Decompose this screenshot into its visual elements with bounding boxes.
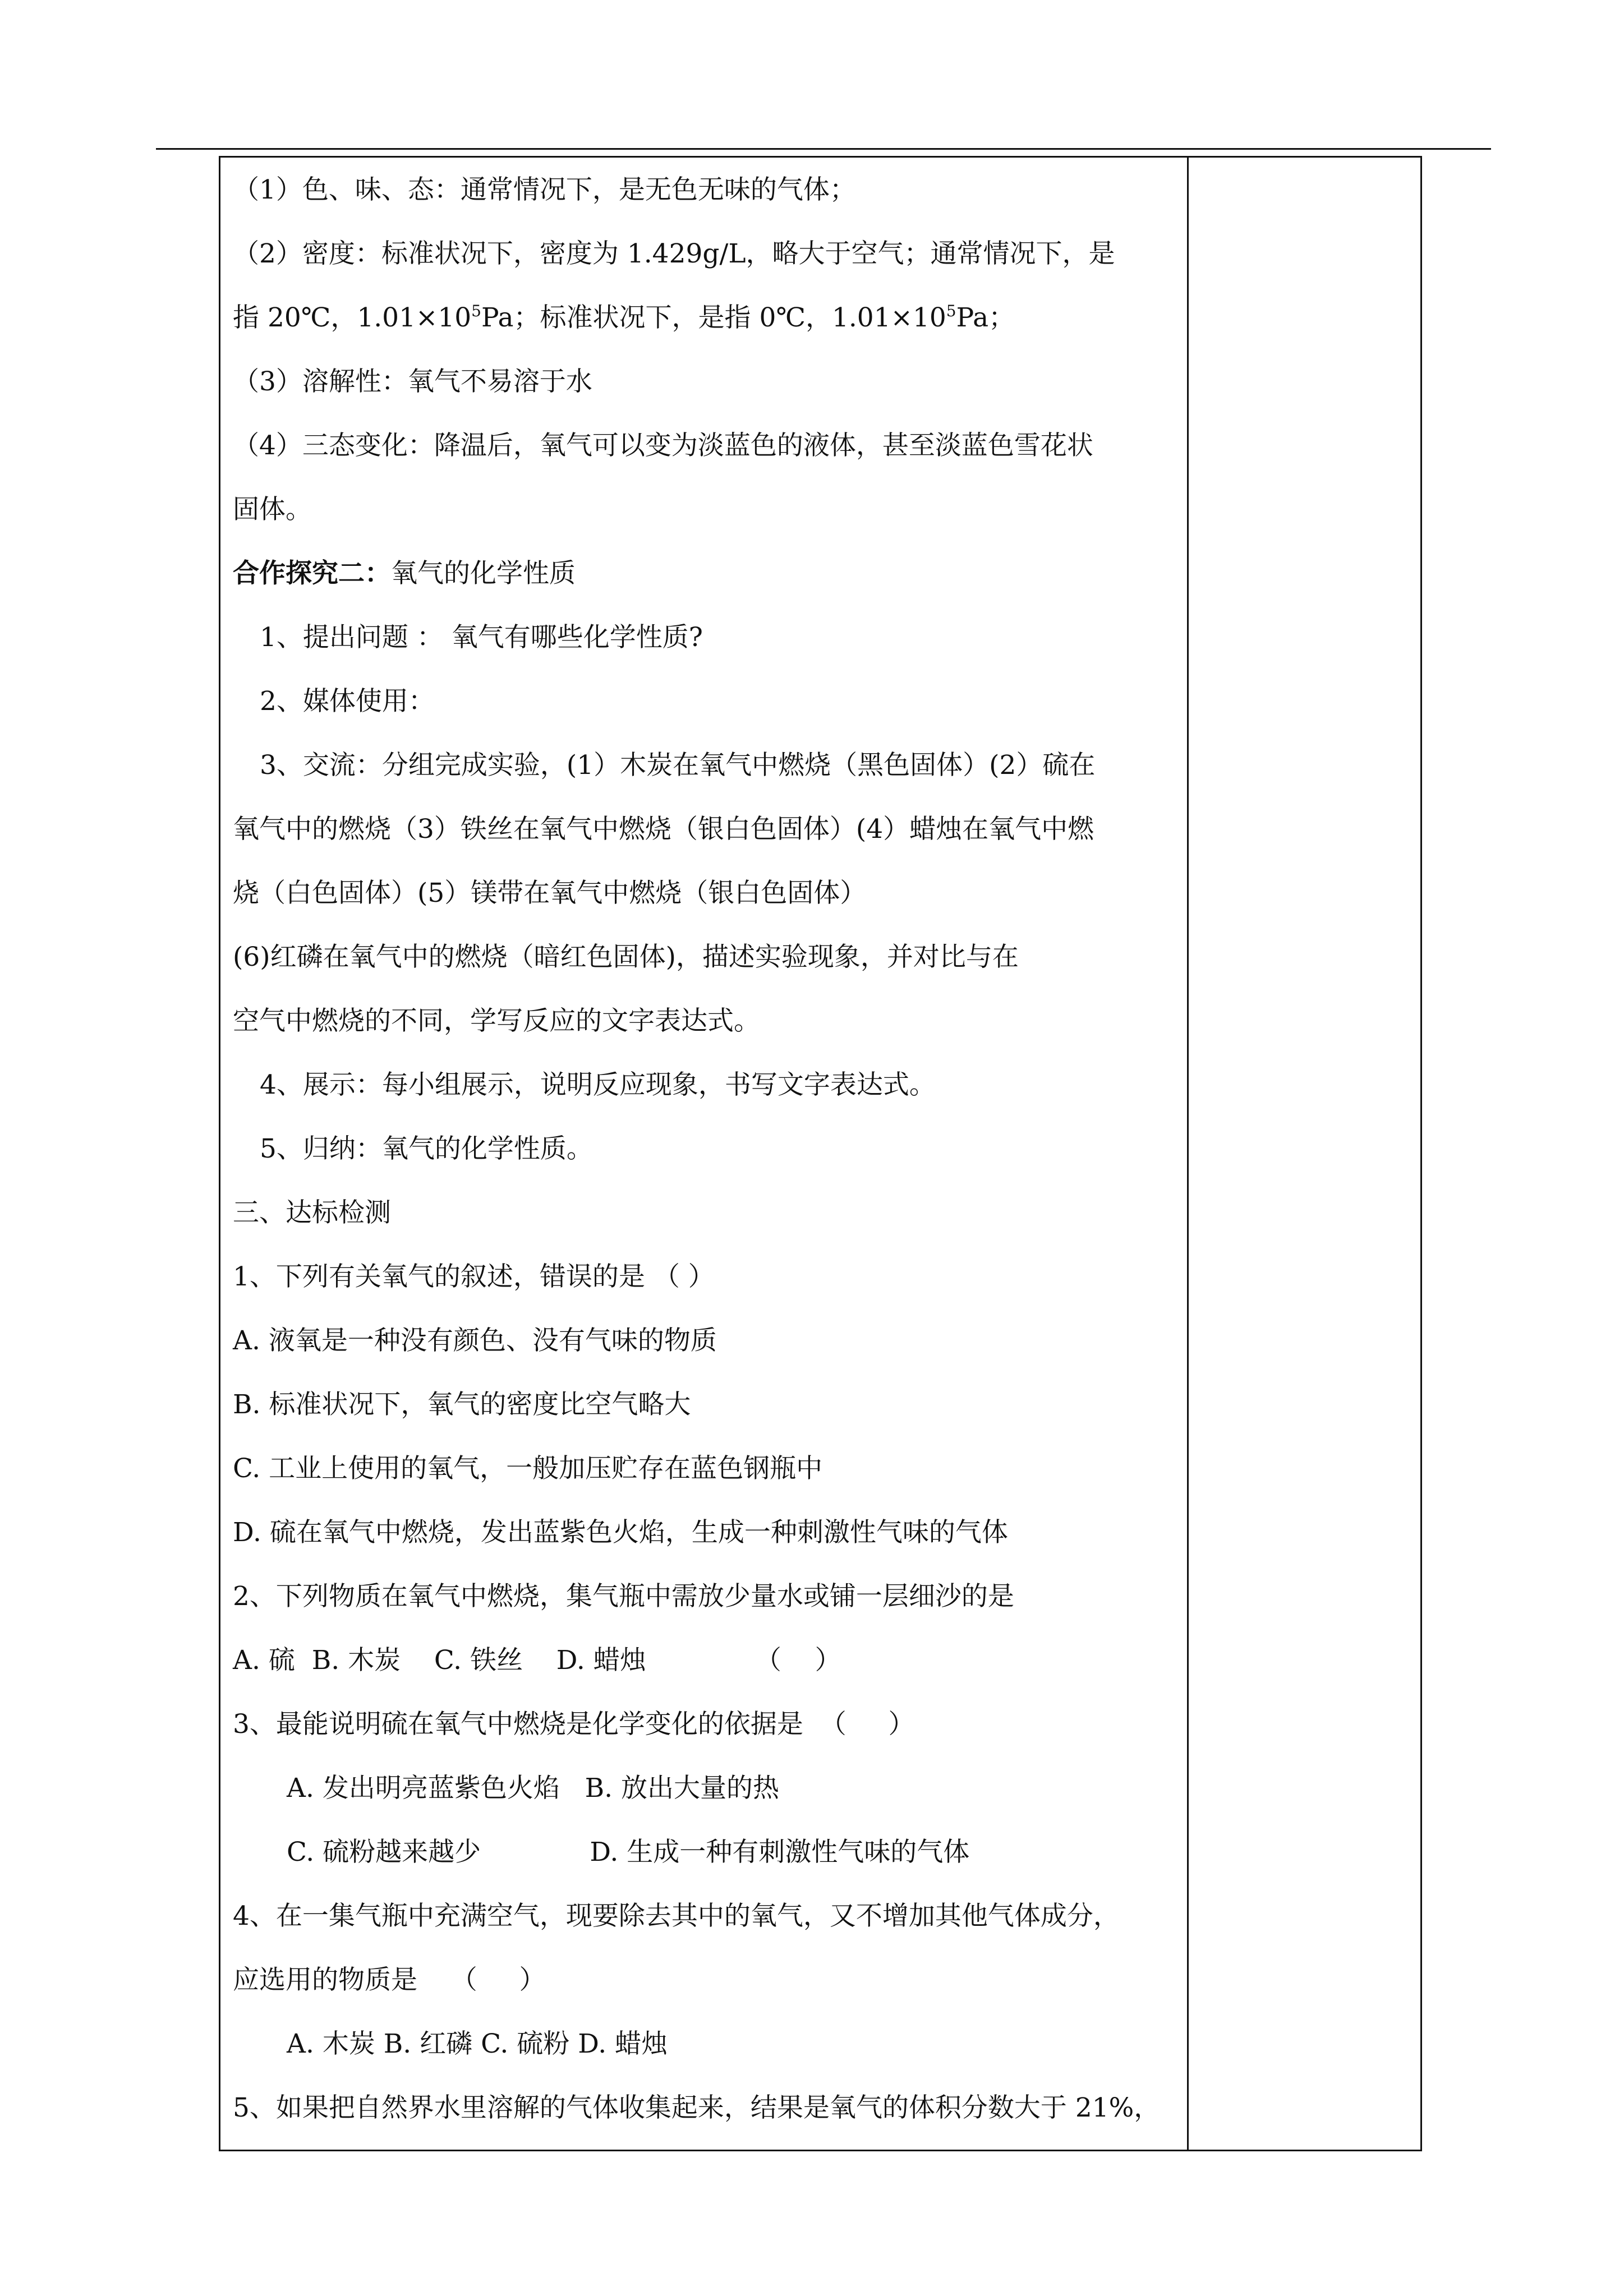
text-span: Pa；标准状况下，是指 0℃，1.01×10 — [481, 302, 946, 333]
header-rule — [156, 148, 1491, 150]
text-line: 4、展示：每小组展示，说明反应现象，书写文字表达式。 — [260, 1069, 936, 1100]
option: B. 标准状况下，氧气的密度比空气略大 — [233, 1389, 691, 1420]
text-line: 烧（白色固体）(5）镁带在氧气中燃烧（银白色固体） — [233, 878, 867, 909]
text-line — [233, 301, 1015, 335]
question: 1、下列有关氧气的叙述，错误的是 （ ） — [233, 1261, 715, 1292]
options-row: A. 硫 B. 木炭 C. 铁丝 D. 蜡烛 （ ） — [233, 1645, 841, 1676]
option: A. 液氧是一种没有颜色、没有气味的物质 — [233, 1325, 717, 1356]
question: 3、最能说明硫在氧气中燃烧是化学变化的依据是 （ ） — [233, 1709, 915, 1740]
option: D. 硫在氧气中燃烧，发出蓝紫色火焰，生成一种刺激性气味的气体 — [233, 1517, 1008, 1548]
text-line: 空气中燃烧的不同，学写反应的文字表达式。 — [233, 1006, 760, 1036]
options-row: A. 发出明亮蓝紫色火焰 B. 放出大量的热 — [287, 1773, 780, 1804]
options-row: C. 硫粉越来越少 D. 生成一种有刺激性气味的气体 — [287, 1837, 970, 1868]
text-line: 2、媒体使用： — [260, 686, 435, 717]
heading-bold: 合作探究二： — [233, 558, 391, 589]
text-line: 3、交流：分组完成实验，(1）木炭在氧气中燃烧（黑色固体）(2）硫在 — [260, 750, 1096, 781]
question: 应选用的物质是 （ ） — [233, 1965, 546, 1995]
section-heading: 三、达标检测 — [233, 1197, 391, 1228]
text-line: （2）密度：标准状况下，密度为 1.429g/L，略大于空气；通常情况下，是 — [233, 238, 1115, 269]
text-line: (6)红磷在氧气中的燃烧（暗红色固体)，描述实验现象，并对比与在 — [233, 942, 1019, 972]
options-row: A. 木炭 B. 红磷 C. 硫粉 D. 蜡烛 — [287, 2028, 668, 2059]
text-line: （1）色、味、态：通常情况下，是无色无味的气体； — [233, 174, 856, 205]
text-line: （4）三态变化：降温后，氧气可以变为淡蓝色的液体，甚至淡蓝色雪花状 — [233, 430, 1093, 461]
heading-text: 氧气的化学性质 — [391, 558, 576, 589]
option: C. 工业上使用的氧气，一般加压贮存在蓝色钢瓶中 — [233, 1453, 823, 1484]
superscript: 5 — [946, 302, 956, 320]
text-span: Pa； — [956, 302, 1015, 333]
question: 5、如果把自然界水里溶解的气体收集起来，结果是氧气的体积分数大于 21%， — [233, 2092, 1161, 2123]
question: 4、在一集气瓶中充满空气，现要除去其中的氧气，又不增加其他气体成分， — [233, 1901, 1120, 1931]
text-span: 指 20℃，1.01×10 — [233, 302, 472, 333]
section-heading — [233, 557, 576, 591]
superscript: 5 — [471, 302, 481, 320]
text-line: 氧气中的燃烧（3）铁丝在氧气中燃烧（银白色固体）(4）蜡烛在氧气中燃 — [233, 814, 1094, 845]
text-line: （3）溶解性：氧气不易溶于水 — [233, 366, 592, 397]
text-line: 固体。 — [233, 494, 312, 525]
text-line: 5、归纳：氧气的化学性质。 — [260, 1133, 593, 1164]
text-line: 1、提出问题 ： 氧气有哪些化学性质? — [260, 622, 703, 653]
table-column-divider — [1187, 156, 1189, 2151]
question: 2、下列物质在氧气中燃烧，集气瓶中需放少量水或铺一层细沙的是 — [233, 1581, 1014, 1612]
